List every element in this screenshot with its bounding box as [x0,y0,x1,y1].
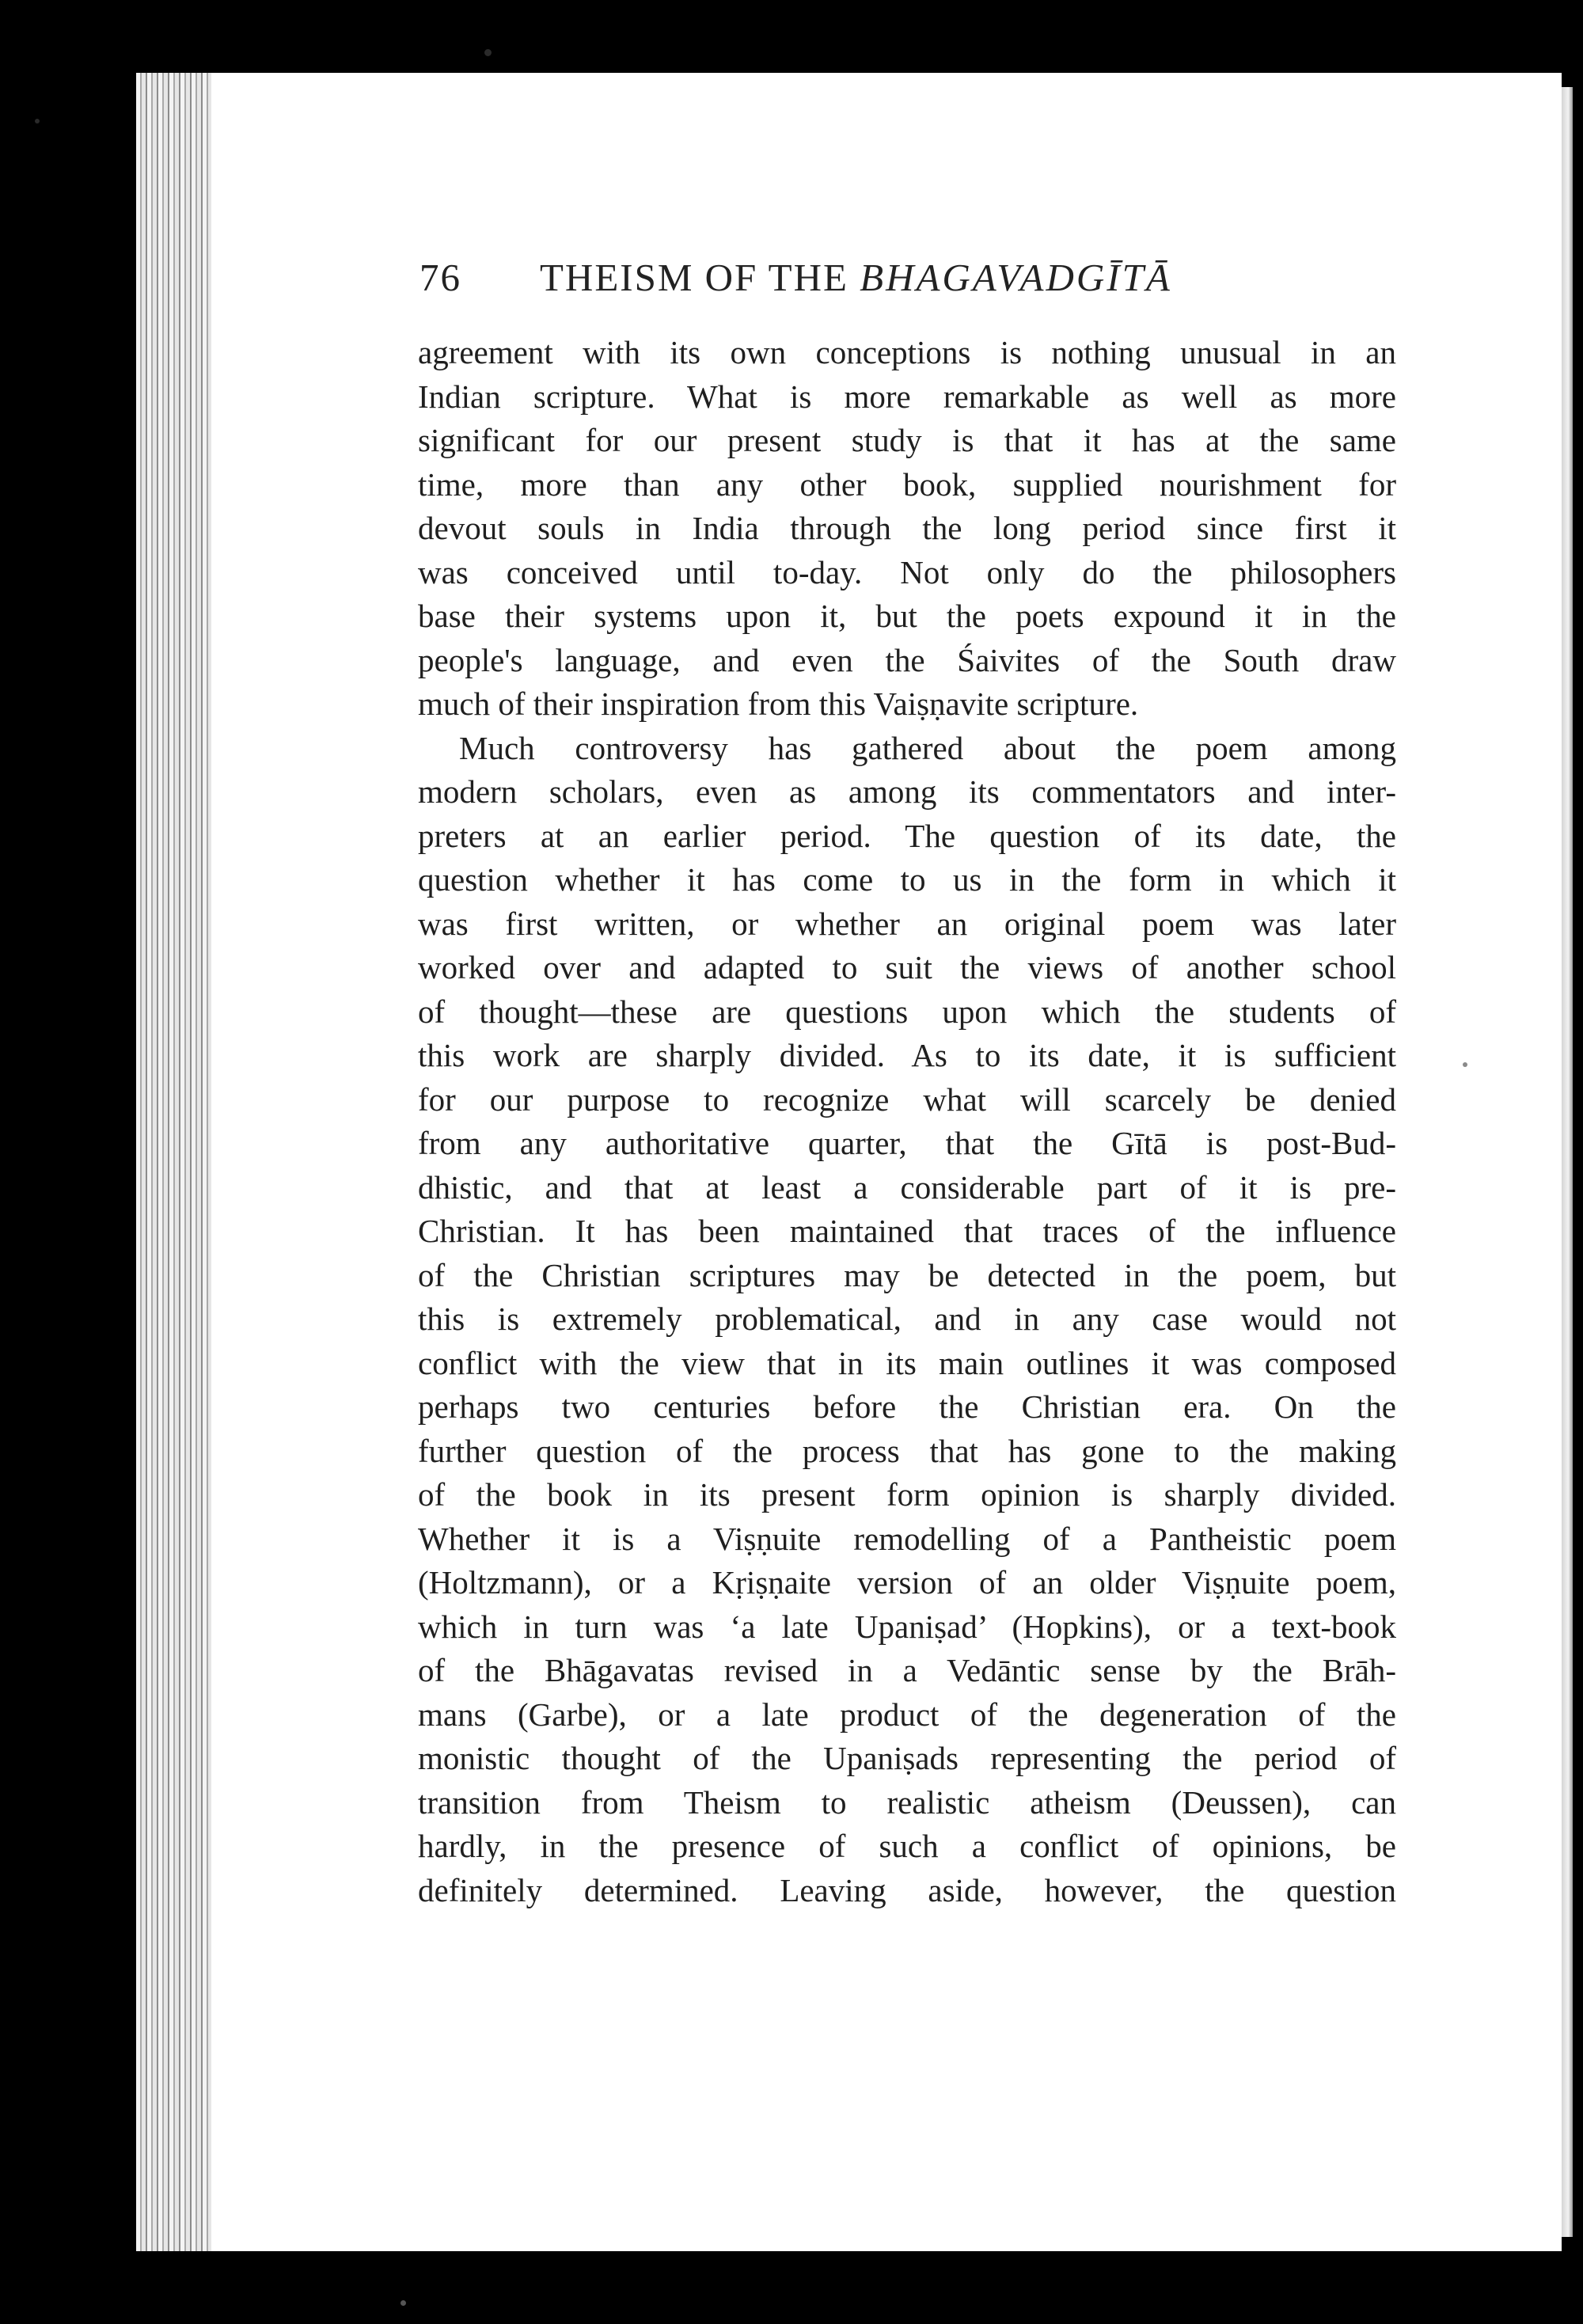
header-title-italic: BHAGAVADGĪTĀ [860,256,1172,299]
text-line: perhaps two centuries before the Christian era. On the [418,1388,1396,1425]
scan-speck [400,2300,406,2306]
text-line: this is extremely problematical, and in any case would not [418,1301,1396,1337]
book-page-edges [136,73,211,2251]
text-line: further question of the process that has gone to the making [418,1432,1396,1469]
text-line: which in turn was ‘a late Upaniṣad’ (Hopkins), or a text-book [418,1608,1396,1645]
page-gutter-strip [1562,87,1573,2237]
scan-speck [1463,1062,1467,1067]
text-line: transition from Theism to realistic atheism (Deussen), can [418,1783,1396,1821]
text-line: Indian scripture. What is more remarkable as well as more [418,378,1396,415]
text-line: was first written, or whether an original poem was later [418,905,1396,942]
text-line: much of their inspiration from this Vaiṣṇavite scripture. [418,685,1139,722]
text-line: Christian. It has been maintained that traces of the influence [418,1213,1396,1249]
text-line: hardly, in the presence of such a conflict of opinions, be [418,1828,1396,1864]
text-line: Much controversy has gathered about the poem among [459,729,1396,766]
text-line: definitely determined. Leaving aside, however, the question [418,1871,1396,1908]
text-line: of thought—these are questions upon which the students of [418,993,1396,1030]
header-title: THEISM OF THE [540,256,860,299]
text-line: this work are sharply divided. As to its date, it is sufficient [418,1037,1396,1073]
text-line: people's language, and even the Śaivites of the South draw [418,641,1396,678]
text-line: dhistic, and that at least a considerable part of it is pre- [418,1168,1396,1206]
page-number: 76 [419,256,461,299]
body-text [418,331,1396,1912]
scan-speck [484,49,492,56]
text-line: of the Christian scriptures may be detected in the poem, but [418,1256,1396,1293]
scan-speck [35,119,40,123]
text-line: (Holtzmann), or a Kṛiṣṇaite version of an older Viṣṇuite poem, [418,1564,1396,1601]
text-line: question whether it has come to us in the form in which it [418,861,1396,898]
text-line: for our purpose to recognize what will scarcely be denied [418,1080,1396,1118]
text-line: agreement with its own conceptions is nothing unusual in an [418,334,1396,370]
text-line: monistic thought of the Upaniṣads representing the period of [418,1740,1396,1776]
text-line: time, more than any other book, supplied nourishment for [418,465,1396,503]
text-line: modern scholars, even as among its commentators and inter- [418,773,1396,810]
text-line: from any authoritative quarter, that the Gītā is post-Bud- [418,1125,1396,1161]
text-line: of the Bhāgavatas revised in a Vedāntic sense by the Brāh- [418,1652,1396,1688]
text-line: worked over and adapted to suit the views of another school [418,949,1396,985]
text-line: was conceived until to-day. Not only do the philosophers [418,553,1396,590]
text-line: base their systems upon it, but the poets expound it in the [418,598,1396,634]
running-header [419,255,1401,310]
text-line: preters at an earlier period. The question of its date, the [418,817,1396,854]
text-line: of the book in its present form opinion is sharply divided. [418,1476,1396,1513]
text-line: mans (Garbe), or a late product of the degeneration of the [418,1696,1396,1733]
text-line: significant for our present study is that it has at the same [418,422,1396,458]
text-line: conflict with the view that in its main outlines it was composed [418,1344,1396,1381]
text-line: devout souls in India through the long period since first it [418,510,1396,546]
text-line: Whether it is a Viṣṇuite remodelling of a Pantheistic poem [418,1520,1396,1557]
